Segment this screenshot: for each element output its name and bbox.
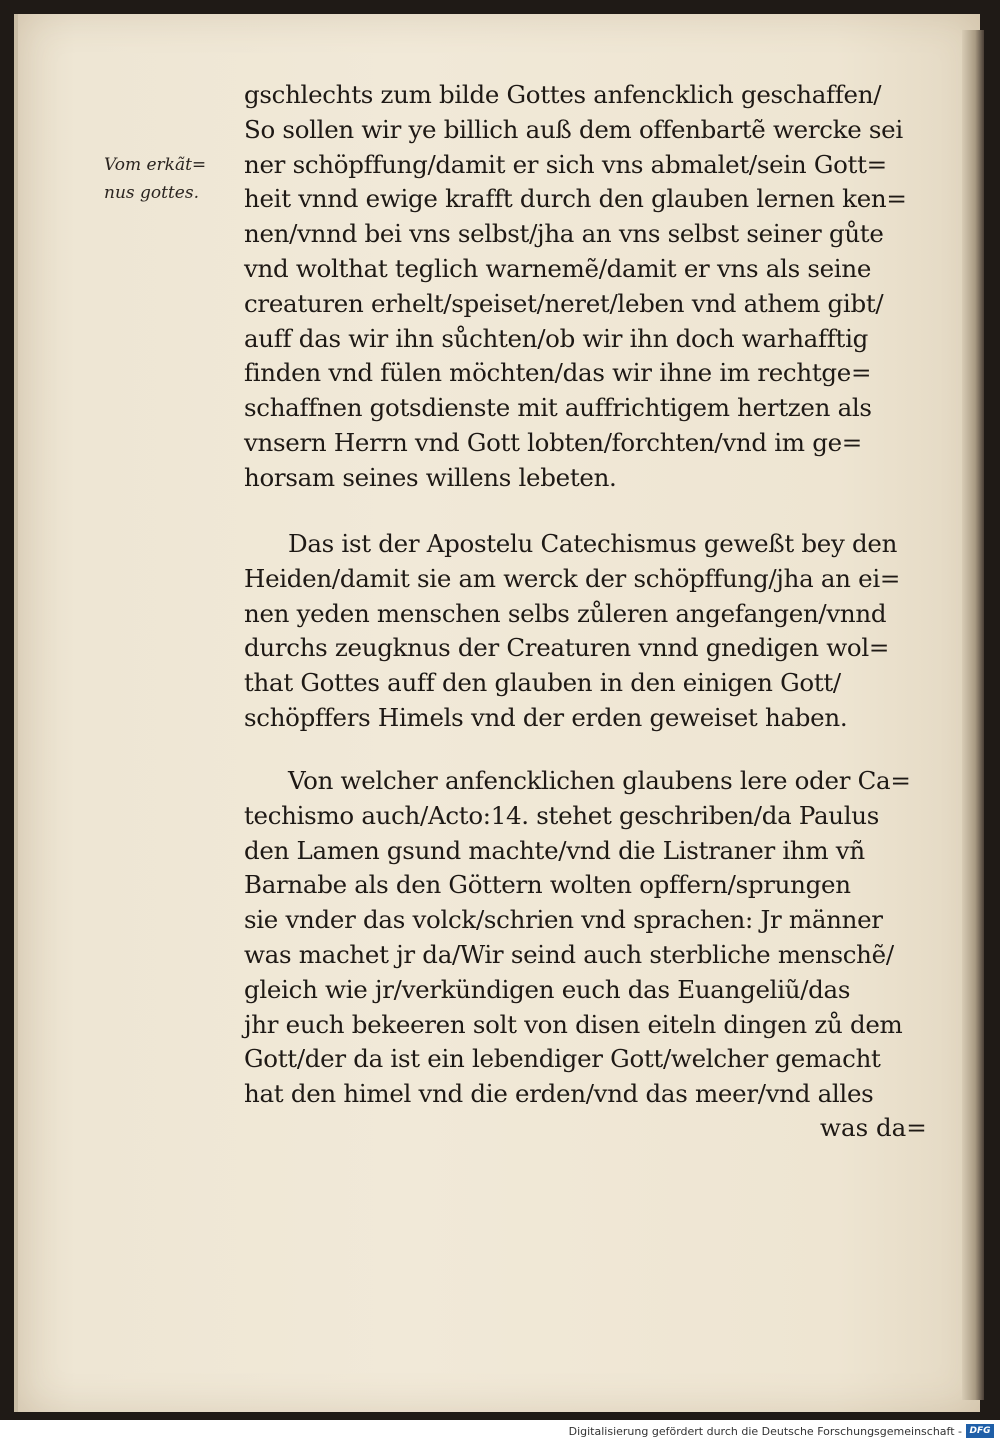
dfg-logo[interactable]: DFG: [966, 1424, 994, 1438]
text-line: Heiden/damit sie am werck der schöpffung/jha an ei=: [244, 563, 901, 593]
text-line: schöpffers Himels vnd der erden geweiset haben.: [244, 702, 848, 732]
text-line: den Lamen gsund machte/vnd die Listraner ihm vñ: [244, 835, 865, 865]
text-line: horsam seines willens lebeten.: [244, 462, 617, 492]
footer-bar: [0, 1420, 1000, 1444]
text-line: ner schöpffung/damit er sich vns abmalet/sein Gott=: [244, 149, 887, 179]
text-line: schaffnen gotsdienste mit auffrichtigem hertzen als: [244, 393, 872, 423]
marginal-note: [104, 151, 234, 207]
text-line: Barnabe als den Göttern wolten opffern/sprungen: [244, 870, 851, 900]
text-line: hat den himel vnd die erden/vnd das meer/vnd alles: [244, 1079, 874, 1109]
text-line: jhr euch bekeeren solt von disen eiteln dingen zů dem: [244, 1009, 903, 1039]
text-line: sie vnder das volck/schrien vnd sprachen: Jr männer: [244, 905, 883, 935]
paragraph-3: [244, 764, 944, 1112]
text-line: heit vnnd ewige krafft durch den glauben lernen ken=: [244, 184, 907, 214]
text-line: that Gottes auff den glauben in den einigen Gott/: [244, 668, 841, 698]
text-line: Das ist der Apostelu Catechismus geweßt bey den: [288, 529, 898, 558]
text-line: creaturen erhelt/speiset/neret/leben vnd athem gibt/: [244, 288, 884, 318]
text-line: finden vnd fülen möchten/das wir ihne im rechtge=: [244, 358, 872, 388]
text-line: nen yeden menschen selbs zůleren angefangen/vnnd: [244, 598, 887, 628]
text-line: was machet jr da/Wir seind auch sterbliche menschẽ/: [244, 939, 894, 969]
text-line: Gott/der da ist ein lebendiger Gott/welcher gemacht: [244, 1044, 881, 1074]
catchword: was da=: [820, 1113, 927, 1142]
text-line: vnsern Herrn vnd Gott lobten/forchten/vnd im ge=: [244, 427, 863, 457]
footer-credit: Digitalisierung gefördert durch die Deutsche Forschungsgemeinschaft -: [568, 1425, 962, 1438]
text-line: nen/vnnd bei vns selbst/jha an vns selbst seiner gůte: [244, 219, 884, 249]
text-line: Von welcher anfencklichen glaubens lere oder Ca=: [288, 766, 911, 795]
paragraph-2: [244, 527, 944, 736]
marginal-note-line: nus gottes.: [104, 183, 199, 203]
page-edge-right: [962, 30, 984, 1400]
text-line: techismo auch/Acto:14. stehet geschriben/da Paulus: [244, 800, 880, 830]
text-line: durchs zeugknus der Creaturen vnnd gnedigen wol=: [244, 633, 890, 663]
text-line: auff das wir ihn sůchten/ob wir ihn doch warhafftig: [244, 323, 868, 353]
text-line: gleich wie jr/verkündigen euch das Euangeliũ/das: [244, 974, 851, 1004]
marginal-note-line: Vom erkãt=: [104, 155, 207, 175]
text-line: So sollen wir ye billich auß dem offenbartẽ wercke sei: [244, 114, 903, 144]
text-line: gschlechts zum bilde Gottes anfencklich geschaffen/: [244, 80, 882, 109]
text-line: vnd wolthat teglich warnemẽ/damit er vns als seine: [244, 253, 872, 283]
paragraph-1: [244, 78, 944, 496]
